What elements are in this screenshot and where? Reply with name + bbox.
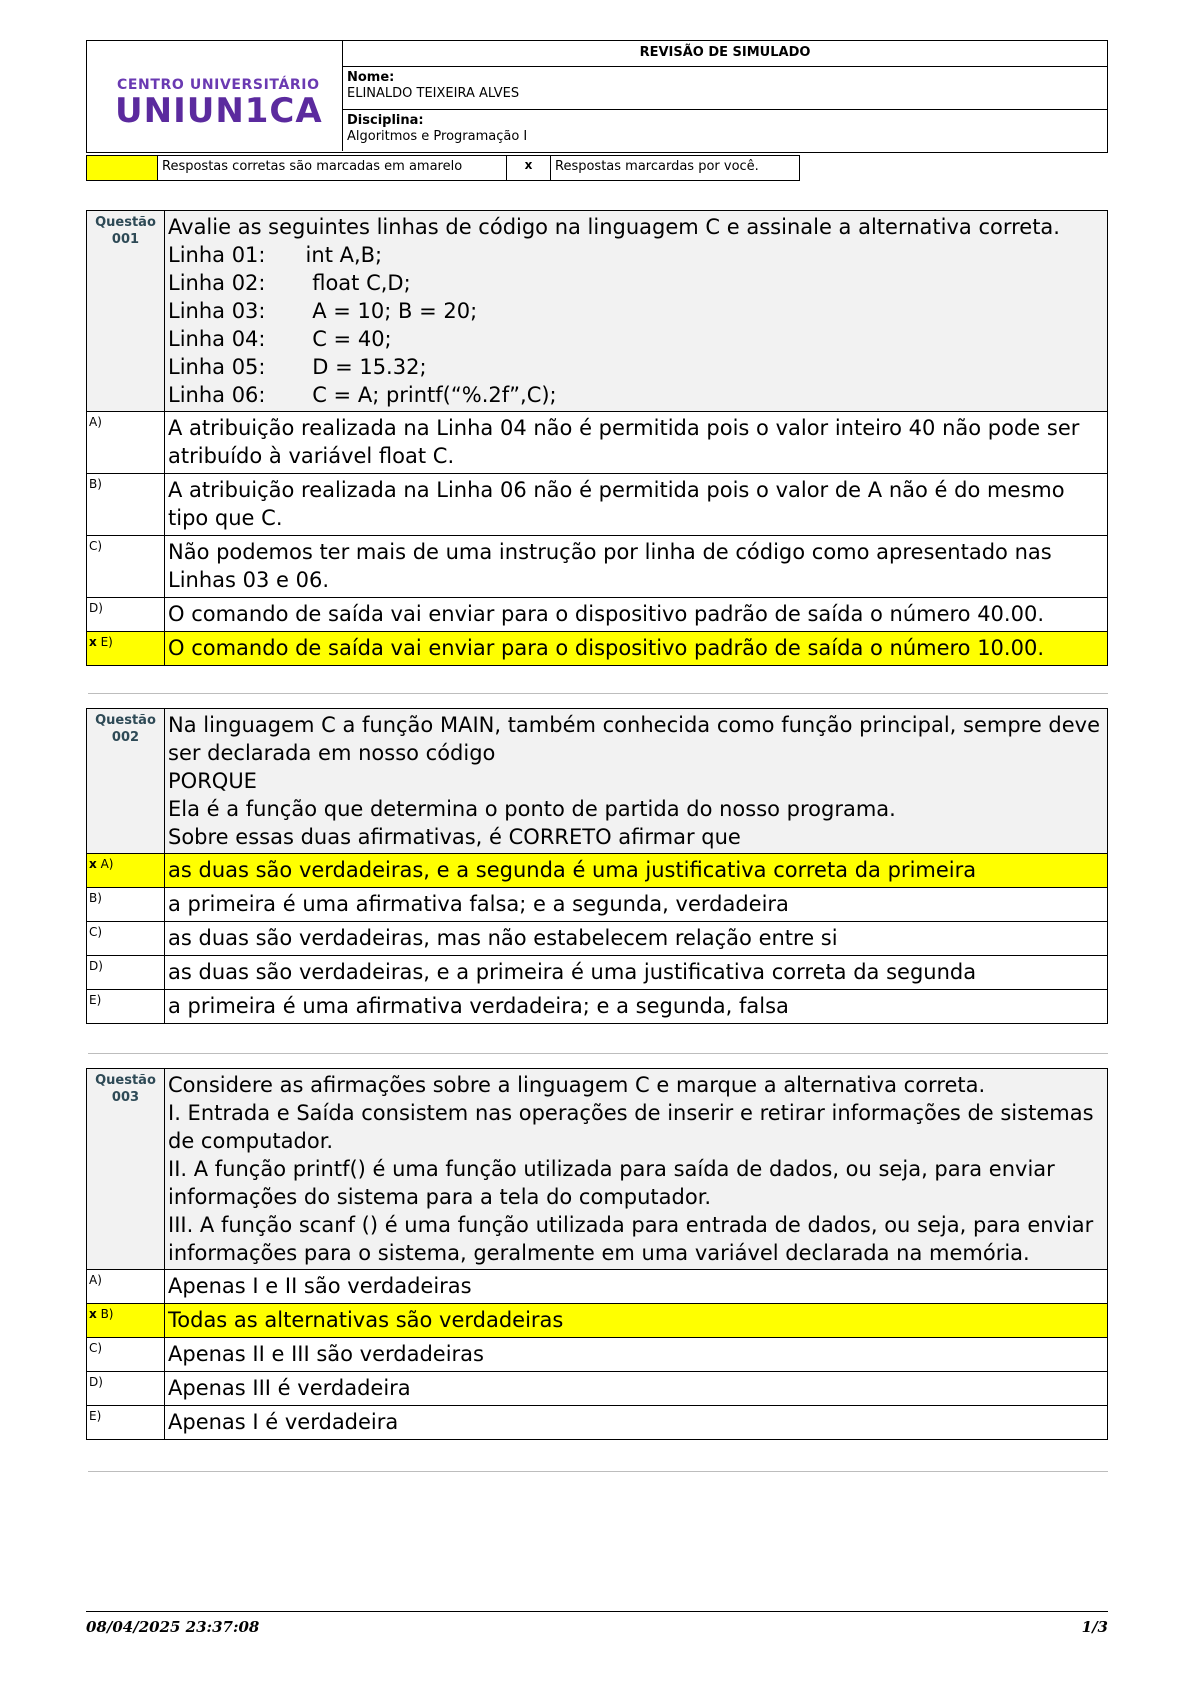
footer-datetime: 08/04/2025 23:37:08 xyxy=(86,1618,260,1636)
discipline-label: Disciplina: xyxy=(347,113,424,128)
option-text: as duas são verdadeiras, e a segunda é uma justificativa correta da primeira xyxy=(165,854,1108,888)
page-title: REVISÃO DE SIMULADO xyxy=(343,41,1107,67)
option-text: O comando de saída vai enviar para o dispositivo padrão de saída o número 10.00. xyxy=(165,632,1108,666)
institution-logo xyxy=(87,41,343,151)
option-text: Apenas II e III são verdadeiras xyxy=(165,1338,1108,1372)
answer-option[interactable] xyxy=(87,888,1108,922)
option-letter: B) xyxy=(89,477,102,491)
option-letter: A) xyxy=(100,857,114,871)
question-block xyxy=(86,1068,1108,1440)
option-text: a primeira é uma afirmativa verdadeira; e a segunda, falsa xyxy=(165,990,1108,1024)
question-stem-line: Linha 02: float C,D; xyxy=(168,271,411,295)
answer-option[interactable] xyxy=(87,1338,1108,1372)
page-number: 1/3 xyxy=(1081,1618,1108,1636)
question-stem-line: Considere as afirmações sobre a linguagem C e marque a alternativa correta. xyxy=(168,1073,986,1097)
student-name-row xyxy=(343,67,1107,110)
legend-marked-text: Respostas marcardas por você. xyxy=(550,155,800,181)
option-letter-cell xyxy=(87,1406,165,1440)
option-letter-cell xyxy=(87,888,165,922)
answer-option[interactable] xyxy=(87,412,1108,474)
option-letter-cell xyxy=(87,598,165,632)
option-letter-cell xyxy=(87,412,165,474)
question-stem-line: II. A função printf() é uma função utilizada para saída de dados, ou seja, para enviar xyxy=(168,1157,1055,1181)
exam-header xyxy=(86,40,1108,153)
option-letter-cell xyxy=(87,990,165,1024)
question-stem-line: Linha 04: C = 40; xyxy=(168,327,392,351)
option-letter: E) xyxy=(89,1409,102,1423)
question-stem-line: Linha 05: D = 15.32; xyxy=(168,355,427,379)
legend-correct-text: Respostas corretas são marcadas em amarelo xyxy=(157,155,507,181)
option-letter: A) xyxy=(89,1273,102,1287)
option-letter-cell xyxy=(87,1372,165,1406)
option-letter-cell xyxy=(87,1304,165,1338)
option-letter-cell xyxy=(87,632,165,666)
logo-wordmark: UNIUN1CA xyxy=(115,91,323,131)
question-number-value: 003 xyxy=(111,1090,140,1105)
selected-mark: x xyxy=(89,635,97,649)
question-stem-row xyxy=(87,709,1108,854)
name-label: Nome: xyxy=(347,70,395,85)
option-text: A atribuição realizada na Linha 04 não é permitida pois o valor inteiro 40 não pode ser atribuído à variável float C. xyxy=(165,412,1108,474)
question-stem-line: Linha 06: C = A; printf(“%.2f”,C); xyxy=(168,383,557,407)
option-letter-cell xyxy=(87,922,165,956)
answer-option[interactable] xyxy=(87,632,1108,666)
option-letter-cell xyxy=(87,854,165,888)
question-stem-line: III. A função scanf () é uma função utilizada para entrada de dados, ou seja, para enviar xyxy=(168,1213,1094,1237)
question-stem xyxy=(165,1069,1108,1270)
question-stem xyxy=(165,709,1108,854)
question-stem xyxy=(165,211,1108,412)
question-stem-line: ser declarada em nosso código xyxy=(168,741,496,765)
question-stem-line: informações do sistema para a tela do computador. xyxy=(168,1185,712,1209)
name-value: ELINALDO TEIXEIRA ALVES xyxy=(347,86,520,101)
option-letter: C) xyxy=(89,1341,103,1355)
option-letter: B) xyxy=(89,891,102,905)
question-block xyxy=(86,210,1108,666)
selected-mark: x xyxy=(89,857,97,871)
question-block xyxy=(86,708,1108,1024)
answer-option[interactable] xyxy=(87,922,1108,956)
option-text: A atribuição realizada na Linha 06 não é permitida pois o valor de A não é do mesmo tipo que C. xyxy=(165,474,1108,536)
option-text: Apenas I é verdadeira xyxy=(165,1406,1108,1440)
option-text: a primeira é uma afirmativa falsa; e a segunda, verdadeira xyxy=(165,888,1108,922)
question-table xyxy=(86,1068,1108,1440)
option-letter-cell xyxy=(87,956,165,990)
legend-mark-symbol: x xyxy=(506,155,551,181)
option-letter-cell xyxy=(87,536,165,598)
question-stem-line: Na linguagem C a função MAIN, também conhecida como função principal, sempre deve xyxy=(168,713,1101,737)
question-number-value: 002 xyxy=(111,730,140,745)
question-stem-row xyxy=(87,1069,1108,1270)
option-text: O comando de saída vai enviar para o dispositivo padrão de saída o número 40.00. xyxy=(165,598,1108,632)
question-stem-line: I. Entrada e Saída consistem nas operações de inserir e retirar informações de sistemas xyxy=(168,1101,1094,1125)
option-letter-cell xyxy=(87,1270,165,1304)
question-separator xyxy=(88,1471,1108,1472)
option-text: as duas são verdadeiras, mas não estabelecem relação entre si xyxy=(165,922,1108,956)
question-stem-line: Linha 03: A = 10; B = 20; xyxy=(168,299,478,323)
question-separator xyxy=(88,1053,1108,1054)
option-letter: D) xyxy=(89,601,103,615)
question-stem-row xyxy=(87,211,1108,412)
question-stem-line: Sobre essas duas afirmativas, é CORRETO afirmar que xyxy=(168,825,741,849)
option-letter-cell xyxy=(87,474,165,536)
question-stem-line: Linha 01: int A,B; xyxy=(168,243,383,267)
question-stem-line: PORQUE xyxy=(168,769,257,793)
question-stem-line: de computador. xyxy=(168,1129,334,1153)
answer-option[interactable] xyxy=(87,1304,1108,1338)
answer-option[interactable] xyxy=(87,956,1108,990)
option-letter: C) xyxy=(89,539,103,553)
question-label: Questão xyxy=(95,1073,156,1088)
question-number xyxy=(87,1069,165,1270)
option-letter: C) xyxy=(89,925,103,939)
question-stem-line: informações para o sistema, geralmente em uma variável declarada na memória. xyxy=(168,1241,1030,1265)
question-stem-line: Avalie as seguintes linhas de código na linguagem C e assinale a alternativa correta. xyxy=(168,215,1060,239)
question-stem-line: Ela é a função que determina o ponto de partida do nosso programa. xyxy=(168,797,896,821)
option-letter: B) xyxy=(100,1307,114,1321)
option-text: Todas as alternativas são verdadeiras xyxy=(165,1304,1108,1338)
discipline-value: Algoritmos e Programação I xyxy=(347,129,528,144)
discipline-row xyxy=(343,110,1107,153)
question-table xyxy=(86,210,1108,666)
option-text: Não podemos ter mais de uma instrução por linha de código como apresentado nas Linhas 03 e 06. xyxy=(165,536,1108,598)
option-letter: D) xyxy=(89,959,103,973)
answer-option[interactable] xyxy=(87,598,1108,632)
option-text: Apenas I e II são verdadeiras xyxy=(165,1270,1108,1304)
question-label: Questão xyxy=(95,215,156,230)
question-table xyxy=(86,708,1108,1024)
footer-divider xyxy=(86,1611,1108,1612)
option-letter: E) xyxy=(100,635,113,649)
answer-option[interactable] xyxy=(87,536,1108,598)
option-letter: D) xyxy=(89,1375,103,1389)
question-separator xyxy=(88,693,1108,694)
option-letter-cell xyxy=(87,1338,165,1372)
answer-option[interactable] xyxy=(87,1270,1108,1304)
question-label: Questão xyxy=(95,713,156,728)
option-text: Apenas III é verdadeira xyxy=(165,1372,1108,1406)
option-letter: A) xyxy=(89,415,102,429)
question-number-value: 001 xyxy=(111,232,140,247)
option-letter: E) xyxy=(89,993,102,1007)
answer-option[interactable] xyxy=(87,474,1108,536)
correct-color-swatch xyxy=(86,155,158,181)
option-text: as duas são verdadeiras, e a primeira é uma justificativa correta da segunda xyxy=(165,956,1108,990)
question-number xyxy=(87,709,165,854)
answer-option[interactable] xyxy=(87,1372,1108,1406)
answer-option[interactable] xyxy=(87,1406,1108,1440)
selected-mark: x xyxy=(89,1307,97,1321)
question-number xyxy=(87,211,165,412)
answer-option[interactable] xyxy=(87,854,1108,888)
answer-option[interactable] xyxy=(87,990,1108,1024)
logo-caption: CENTRO UNIVERSITÁRIO xyxy=(117,77,320,93)
